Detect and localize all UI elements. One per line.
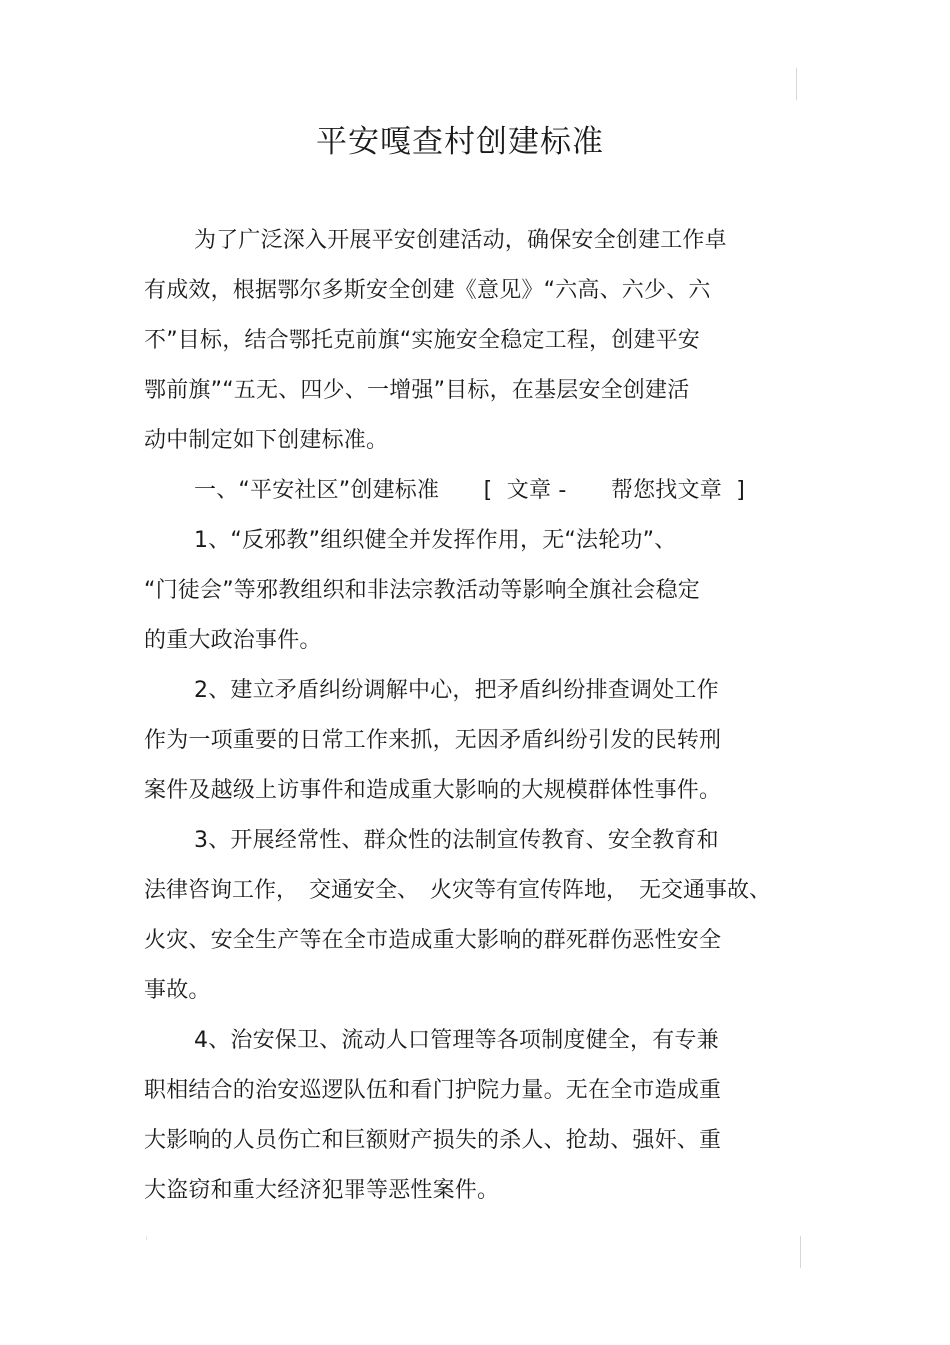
- paragraph-line: 法律咨询工作， 交通安全、 火灾等有宣传阵地， 无交通事故、: [144, 878, 772, 903]
- paragraph-line: 有成效，根据鄂尔多斯安全创建《意见》“六高、六少、六: [144, 278, 711, 303]
- paragraph-line: 2、建立矛盾纠纷调解中心，把矛盾纠纷排查调处工作: [194, 678, 719, 703]
- paragraph-line: 事故。: [144, 978, 211, 1003]
- paragraph-line: 3、开展经常性、群众性的法制宣传教育、安全教育和: [194, 828, 719, 853]
- paragraph-line: 职相结合的治安巡逻队伍和看门护院力量。无在全市造成重: [144, 1078, 722, 1103]
- paragraph-line: 作为一项重要的日常工作来抓，无因矛盾纠纷引发的民转刑: [144, 728, 722, 753]
- paragraph-line: 不”目标，结合鄂托克前旗“实施安全稳定工程，创建平安: [144, 328, 700, 353]
- paragraph-line: “门徒会”等邪教组织和非法宗教活动等影响全旗社会稳定: [144, 578, 700, 603]
- paragraph-line: 的重大政治事件。: [144, 628, 322, 653]
- paragraph-line: 为了广泛深入开展平安创建活动，确保安全创建工作卓: [194, 228, 727, 253]
- page-edge-mark: [796, 68, 797, 100]
- paragraph-line: 案件及越级上访事件和造成重大影响的大规模群体性事件。: [144, 778, 722, 803]
- page-edge-mark: [800, 1236, 801, 1268]
- document-title: 平安嘎查村创建标准: [316, 124, 604, 160]
- paragraph-line: 鄂前旗”“五无、四少、一增强”目标，在基层安全创建活: [144, 378, 690, 403]
- paragraph-line: 大盗窃和重大经济犯罪等恶性案件。: [144, 1178, 500, 1203]
- paragraph-line: 火灾、安全生产等在全市造成重大影响的群死群伤恶性安全: [144, 928, 722, 953]
- paragraph-line: 动中制定如下创建标准。: [144, 428, 389, 453]
- paragraph-line: 大影响的人员伤亡和巨额财产损失的杀人、抢劫、强奸、重: [144, 1128, 722, 1153]
- page-edge-mark: [146, 1236, 147, 1240]
- paragraph-line: 4、治安保卫、流动人口管理等各项制度健全，有专兼: [194, 1028, 719, 1053]
- paragraph-line: 1、“反邪教”组织健全并发挥作用，无“法轮功”、: [194, 528, 677, 553]
- section-heading: 一、“平安社区”创建标准 [ 文章 - 帮您找文章 ]: [194, 478, 746, 503]
